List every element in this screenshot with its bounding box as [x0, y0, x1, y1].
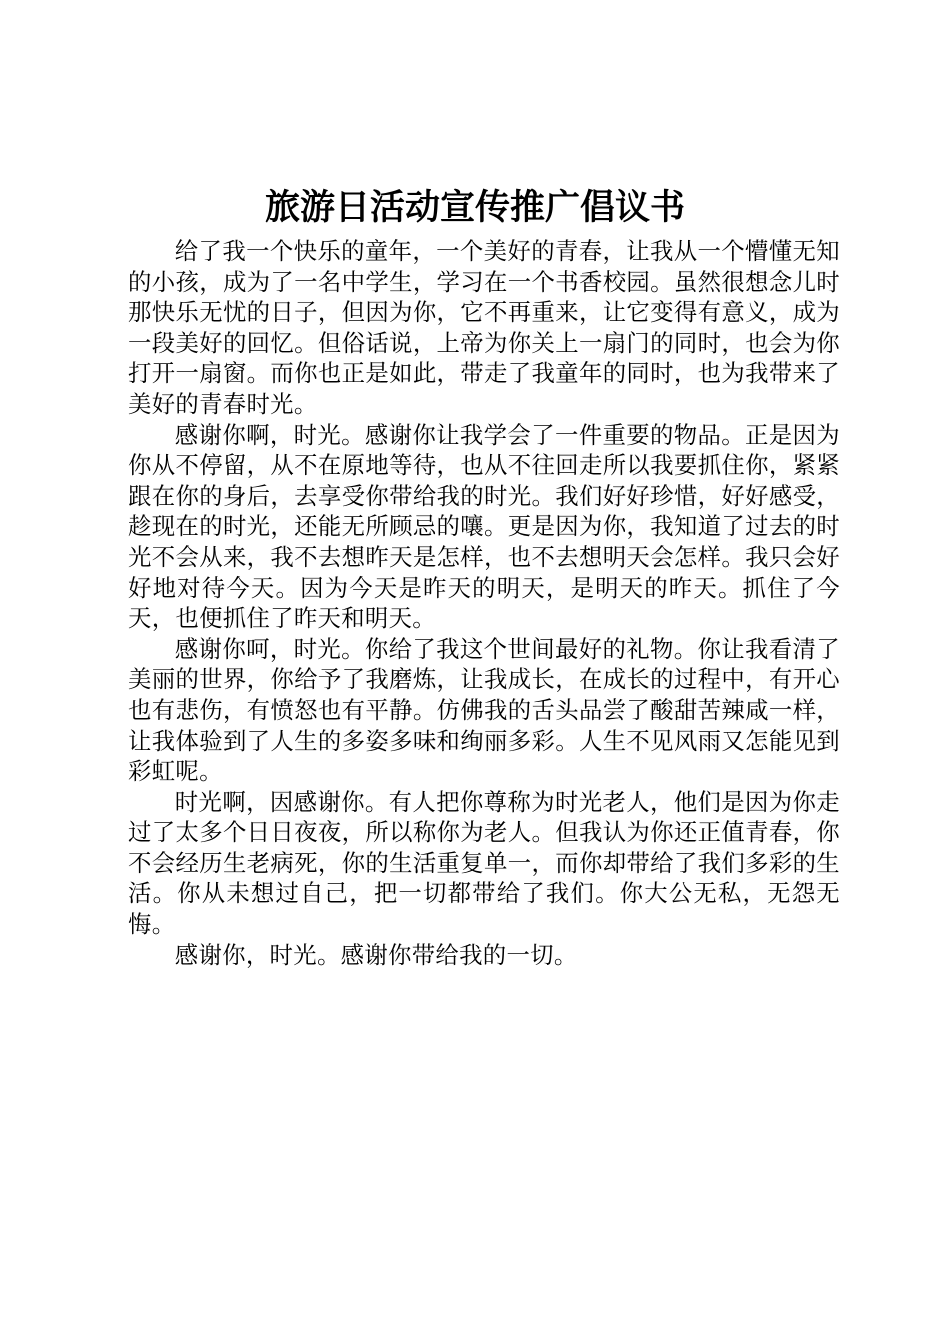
paragraph-5: 感谢你，时光。感谢你带给我的一切。	[174, 940, 578, 969]
document-body	[128, 236, 840, 970]
paragraph-4: 时光啊，因感谢你。有人把你尊称为时光老人，他们是因为你走过了太多个日日夜夜，所以称你为老人。但我认为你还正值青春，你不会经历生老病死，你的生活重复单一，而你却带给了我们多彩的生活。你从未想过自己，把一切都带给了我们。你大公无私，无怨无悔。	[128, 787, 840, 939]
paragraph-2: 感谢你啊，时光。感谢你让我学会了一件重要的物品。正是因为你从不停留，从不在原地等待，也从不往回走所以我要抓住你，紧紧跟在你的身后，去享受你带给我的时光。我们好好珍惜，好好感受，趁现在的时光，还能无所顾忌的嚷。更是因为你，我知道了过去的时光不会从来，我不去想昨天是怎样，也不去想明天会怎样。我只会好好地对待今天。因为今天是昨天的明天，是明天的昨天。抓住了今天，也便抓住了昨天和明天。	[128, 420, 840, 633]
paragraph-1: 给了我一个快乐的童年，一个美好的青春，让我从一个懵懂无知的小孩，成为了一名中学生，学习在一个书香校园。虽然很想念儿时那快乐无忧的日子，但因为你，它不再重来，让它变得有意义，成为一段美好的回忆。但俗话说，上帝为你关上一扇门的同时，也会为你打开一扇窗。而你也正是如此，带走了我童年的同时，也为我带来了美好的青春时光。	[128, 237, 840, 418]
paragraph-3: 感谢你呵，时光。你给了我这个世间最好的礼物。你让我看清了美丽的世界，你给予了我磨炼，让我成长，在成长的过程中，有开心也有悲伤，有愤怒也有平静。仿佛我的舌头品尝了酸甜苦辣咸一样，让我体验到了人生的多姿多味和绚丽多彩。人生不见风雨又怎能见到彩虹呢。	[128, 634, 840, 786]
document-title: 旅游日活动宣传推广倡议书	[264, 188, 685, 228]
